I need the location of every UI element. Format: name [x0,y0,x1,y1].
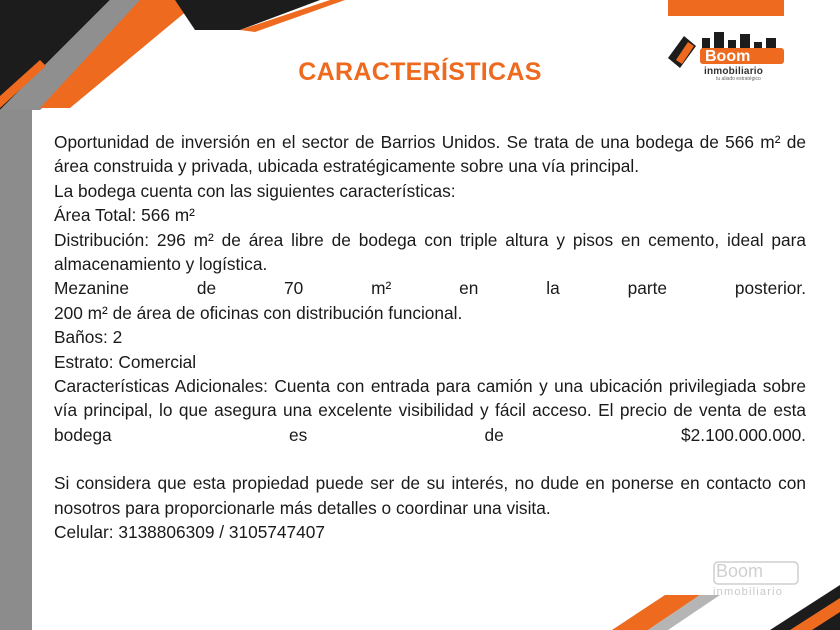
additional-features-text: Características Adicionales: Cuenta con entrada para camión y una ubicación privilegiada sobre vía principal, lo que asegura una excelente visibilidad y fácil acceso. El precio de venta de esta bodega es de $2.100.000.000. [54,376,806,445]
logo-tagline: tu aliado estratégico [716,76,761,82]
bathrooms-text: Baños: 2 [54,327,123,348]
offices-text: 200 m² de área de oficinas con distribución funcional. [54,302,463,323]
watermark-subtitle: inmobiliario [713,586,784,598]
logo-brand: Boom [705,48,751,65]
top-right-orange-strip [668,0,784,16]
total-area: Área Total: 566 m² [54,205,195,226]
contact-paragraph: Si considera que esta propiedad puede ser de su interés, no dude en ponerse en contacto con nosotros para proporcionarle más detalles o coordinar una visita. [54,473,806,518]
paragraph-gap [54,447,806,471]
intro-paragraph: Oportunidad de inversión en el sector de Barrios Unidos. Se trata de una bodega de 566 m² de área construida y privada, ubicada estratégicamente sobre una vía principal. [54,132,806,177]
page-title: CARACTERÍSTICAS [298,58,542,86]
property-description [54,130,806,545]
distribution-text: Distribución: 296 m² de área libre de bodega con triple altura y pisos en cemento, ideal para almacenamiento y logística. [54,229,806,275]
stratum-text: Estrato: Comercial [54,351,197,372]
watermark-brand: Boom [716,561,764,581]
phone-numbers: Celular: 3138806309 / 3105747407 [54,522,325,543]
logo-subtitle: inmobiliario [704,66,764,77]
features-lead: La bodega cuenta con las siguientes características: [54,180,456,201]
left-grey-bar [0,110,32,630]
mezzanine-text: Mezanine de 70 m² en la parte posterior. [54,278,806,299]
